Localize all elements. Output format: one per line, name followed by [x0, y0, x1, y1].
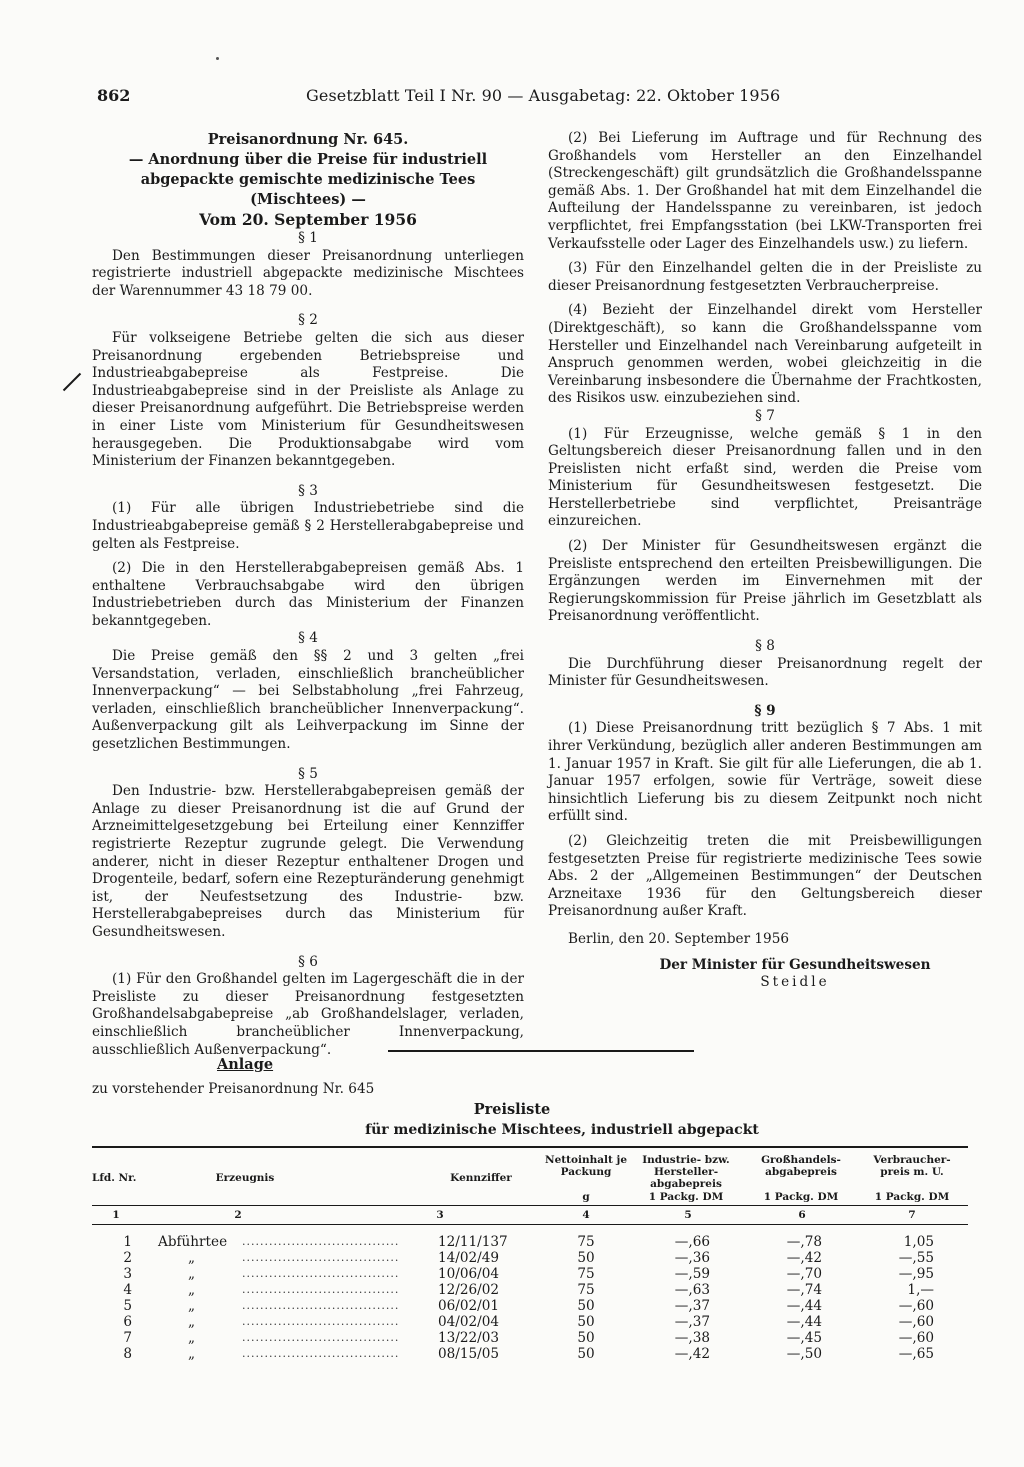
section-heading: § 1	[298, 230, 318, 246]
leader-dots: ...................................	[242, 1235, 400, 1248]
row-wholesale-price: —,50	[786, 1346, 822, 1362]
col-header-nr: Lfd. Nr.	[92, 1172, 137, 1184]
paragraph: Für volkseigene Betriebe gelten die sich aus dieser Preisanordnung ergebenden Betriebspreise und Industrieabgabepreise als Festpreise. Die Industrieabgabepreise sind in der Preisliste als Anlage zu dieser Preisanordnung aufgeführt. Die Betriebspreise werden in einer Liste vom Ministerium für Gesundheitswesen herausgegeben. Die Produktionsabgabe wird vom Ministerium der Finanzen bekanntgegeben.	[92, 329, 524, 470]
col-number: 4	[582, 1209, 590, 1221]
signer-name: Steidle	[760, 974, 830, 991]
leader-dots: ...................................	[242, 1267, 400, 1280]
col-number: 1	[112, 1209, 120, 1221]
annex-title: Anlage	[217, 1056, 274, 1073]
right-column	[548, 130, 982, 992]
row-consumer-price: —,60	[898, 1298, 934, 1314]
row-product: „	[188, 1298, 196, 1314]
row-nr: 2	[123, 1250, 132, 1266]
section-heading: § 4	[298, 630, 318, 647]
row-consumer-price: —,60	[898, 1314, 934, 1330]
row-wholesale-price: —,78	[786, 1234, 822, 1250]
table-row	[0, 1282, 1024, 1298]
row-code: 10/06/04	[438, 1266, 500, 1282]
paragraph: (2) Bei Lieferung im Auftrage und für Rechnung des Großhandels vom Hersteller an den Einzelhandel (Streckengeschäft) gilt grundsätzlich die Großhandelsspanne gemäß Abs. 1. Der Großhandel hat mit dem Einzelhandel die Aufteilung der Handelsspanne zu vereinbaren, ist jedoch verpflichtet, frei Empfangsstation (bei LKW-Transporten frei Verkaufsstelle oder Lager des Einzelhandels usw.) zu liefern.	[548, 130, 982, 252]
row-product: „	[188, 1266, 196, 1282]
row-wholesale-price: —,70	[786, 1266, 822, 1282]
row-consumer-price: —,55	[898, 1250, 934, 1266]
col-header-net: Nettoinhalt je Packung	[544, 1154, 628, 1178]
row-wholesale-price: —,74	[786, 1282, 822, 1298]
row-industry-price: —,63	[674, 1282, 710, 1298]
row-net: 75	[577, 1282, 595, 1298]
table-row	[0, 1298, 1024, 1314]
row-net: 50	[577, 1314, 595, 1330]
paragraph: (1) Diese Preisanordnung tritt bezüglich § 7 Abs. 1 mit ihrer Verkündung, bezüglich aller anderen Bestimmungen am 1. Januar 1957 in Kraft. Sie gilt für alle Lieferungen, die ab 1. Januar 1957 erfolgen, sowie für Verträge, soweit diese hinsichtlich Lieferung bis zu diesem Zeitpunkt noch nicht erfüllt sind.	[548, 720, 982, 825]
section-heading: § 3	[298, 482, 318, 499]
paragraph: Die Durchführung dieser Preisanordnung regelt der Minister für Gesundheitswesen.	[548, 655, 982, 690]
paragraph: (3) Für den Einzelhandel gelten die in der Preisliste zu dieser Preisanordnung festgesetzten Verbraucherpreise.	[548, 260, 982, 294]
pricelist-subtitle: für medizinische Mischtees, industriell abgepackt	[365, 1122, 759, 1138]
row-product: Abführtee	[158, 1234, 228, 1250]
paragraph: Den Industrie- bzw. Herstellerabgabepreisen gemäß der Anlage zu dieser Preisanordnung ist die auf Grund der Arzneimittelgesetzgebung bei Erteilung einer Kennziffer registrierte Rezeptur zugrunde gelegt. Die Verwendung anderer, nicht in dieser Rezeptur enthaltener Drogen und Drogenteile, bedarf, sofern eine Rezepturänderung genehmigt ist, der Neufestsetzung des Industrie- bzw. Herstellerabgabepreises durch das Ministerium für Gesundheitswesen.	[92, 783, 524, 940]
pricelist-title: Preisliste	[473, 1101, 551, 1118]
row-net: 75	[577, 1234, 595, 1250]
section-divider	[388, 1050, 694, 1052]
section-heading: § 6	[298, 953, 318, 970]
table-row	[0, 1266, 1024, 1282]
table-row	[0, 1250, 1024, 1266]
paragraph: (2) Der Minister für Gesundheitswesen ergänzt die Preisliste entsprechend den erteilten Preisbewilligungen. Die Ergänzungen werden im Einvernehmen mit der Regierungskommission für Preise jährlich im Gesetzblatt als Preisanordnung veröffentlicht.	[548, 538, 982, 625]
leader-dots: ...................................	[242, 1299, 400, 1312]
section-heading: § 7	[755, 407, 775, 424]
paragraph: (1) Für alle übrigen Industriebetriebe sind die Industrieabgabepreise gemäß § 2 Herstellerabgabepreise und gelten als Festpreise.	[92, 500, 524, 552]
row-consumer-price: —,60	[898, 1330, 934, 1346]
row-industry-price: —,59	[674, 1266, 710, 1282]
row-net: 50	[577, 1298, 595, 1314]
table-row	[0, 1314, 1024, 1330]
row-industry-price: —,42	[674, 1346, 710, 1362]
row-code: 12/11/137	[438, 1234, 508, 1250]
table-row	[0, 1330, 1024, 1346]
print-speck	[216, 57, 219, 60]
table-top-rule	[92, 1146, 968, 1148]
section-heading: § 5	[298, 765, 318, 782]
leader-dots: ...................................	[242, 1347, 400, 1360]
row-consumer-price: —,95	[898, 1266, 934, 1282]
table-row	[0, 1346, 1024, 1362]
row-net: 50	[577, 1330, 595, 1346]
leader-dots: ...................................	[242, 1283, 400, 1296]
row-wholesale-price: —,44	[786, 1314, 822, 1330]
col-number: 6	[798, 1209, 806, 1221]
margin-pencil-mark	[63, 373, 81, 391]
row-net: 50	[577, 1346, 595, 1362]
row-product: „	[188, 1346, 196, 1362]
header-rule	[92, 1205, 968, 1206]
row-net: 75	[577, 1266, 595, 1282]
row-net: 50	[577, 1250, 595, 1266]
ordinance-number: Preisanordnung Nr. 645.	[207, 131, 409, 148]
paragraph: Den Bestimmungen dieser Preisanordnung unterliegen registrierte industriell abgepackte medizinische Mischtees der Warennummer 43 18 79 00.	[92, 247, 524, 299]
page-header	[0, 86, 1024, 110]
col-header-consumer-unit: 1 Packg. DM	[874, 1191, 950, 1203]
row-product: „	[188, 1250, 196, 1266]
row-industry-price: —,38	[674, 1330, 710, 1346]
col-header-code: Kennziffer	[450, 1172, 512, 1184]
gazette-title: Gesetzblatt Teil I Nr. 90 — Ausgabetag: 22. Oktober 1956	[306, 86, 781, 105]
row-wholesale-price: —,45	[786, 1330, 822, 1346]
paragraph: Die Preise gemäß den §§ 2 und 3 gelten „frei Versandstation, verladen, einschließlich brancheüblicher Innenverpackung“ — bei Selbstabholung „frei Fahrzeug, verladen, einschließlich brancheüblicher Innenverpackung“. Außenverpackung gilt als Leihverpackung im Sinne der gesetzlichen Bestimmungen.	[92, 648, 524, 753]
row-nr: 1	[123, 1234, 132, 1250]
row-wholesale-price: —,44	[786, 1298, 822, 1314]
row-consumer-price: 1,—	[907, 1282, 934, 1298]
row-code: 08/15/05	[438, 1346, 500, 1362]
leader-dots: ...................................	[242, 1251, 400, 1264]
row-nr: 3	[123, 1266, 132, 1282]
row-product: „	[188, 1282, 196, 1298]
leader-dots: ...................................	[242, 1315, 400, 1328]
colnum-rule	[92, 1224, 968, 1225]
col-header-wholesale-price: Großhandels-abgabepreis	[761, 1154, 841, 1178]
row-code: 04/02/04	[438, 1314, 500, 1330]
ordinance-subject: — Anordnung über die Preise für industriell abgepackte gemischte medizinische Tees (Mischtees) —	[128, 151, 488, 208]
row-industry-price: —,36	[674, 1250, 710, 1266]
col-header-industry-price: Industrie- bzw. Hersteller-abgabepreis	[642, 1154, 730, 1190]
section-heading: § 9	[754, 702, 776, 719]
row-code: 12/26/02	[438, 1282, 500, 1298]
row-nr: 8	[123, 1346, 132, 1362]
row-industry-price: —,37	[674, 1298, 710, 1314]
col-header-product: Erzeugnis	[215, 1172, 275, 1184]
row-consumer-price: 1,05	[903, 1234, 934, 1250]
col-header-net-unit: g	[582, 1191, 590, 1203]
col-header-industry-unit: 1 Packg. DM	[648, 1191, 724, 1203]
paragraph: (2) Die in den Herstellerabgabepreisen gemäß Abs. 1 enthaltene Verbrauchsabgabe wird den übrigen Industriebetrieben durch das Ministerium der Finanzen bekanntgegeben.	[92, 560, 524, 629]
row-code: 14/02/49	[438, 1250, 500, 1266]
row-nr: 5	[123, 1298, 132, 1314]
col-number: 7	[908, 1209, 916, 1221]
paragraph: (1) Für Erzeugnisse, welche gemäß § 1 in den Geltungsbereich dieser Preisanordnung fallen und in den Preislisten nicht erfaßt sind, werden die Preise vom Ministerium für Gesundheitswesen festgesetzt. Die Herstellerbetriebe sind verpflichtet, Preisanträge einzureichen.	[548, 425, 982, 530]
table-row	[0, 1234, 1024, 1250]
annex-subtitle: zu vorstehender Preisanordnung Nr. 645	[92, 1081, 375, 1097]
paragraph: (1) Für den Großhandel gelten im Lagergeschäft die in der Preisliste zu dieser Preisanordnung festgesetzten Großhandelsabgabepreise „ab Großhandelslager, verladen, einschließlich brancheüblicher Innenverpackung, ausschließlich Außenverpackung“.	[92, 971, 524, 1058]
row-consumer-price: —,65	[898, 1346, 934, 1362]
col-header-consumer-price: Verbraucher-preis m. U.	[873, 1154, 951, 1178]
row-code: 06/02/01	[438, 1298, 500, 1314]
row-nr: 4	[123, 1282, 132, 1298]
page-number: 862	[97, 86, 131, 105]
section-heading: § 8	[755, 638, 775, 655]
col-number: 5	[684, 1209, 692, 1221]
paragraph: (4) Bezieht der Einzelhandel direkt vom Hersteller (Direktgeschäft), so kann die Großhandelsspanne vom Hersteller und Einzelhandel nach Vereinbarung aufgeteilt in Anspruch genommen werden, wobei gleichzeitig in die Vereinbarung insbesondere die Übernahme der Frachtkosten, des Risikos usw. einzubeziehen sind.	[548, 302, 982, 407]
row-wholesale-price: —,42	[786, 1250, 822, 1266]
paragraph: (2) Gleichzeitig treten die mit Preisbewilligungen festgesetzten Preise für registrierte medizinische Tees sowie Abs. 2 der „Allgemeinen Bestimmungen“ der Deutschen Arzneitaxe 1936 für den Geltungsbereich dieser Preisanordnung außer Kraft.	[548, 832, 982, 920]
col-number: 3	[436, 1209, 444, 1221]
row-code: 13/22/03	[438, 1330, 500, 1346]
minister-title: Der Minister für Gesundheitswesen	[659, 956, 931, 973]
section-heading: § 2	[298, 312, 318, 329]
signing-date: Berlin, den 20. September 1956	[568, 930, 790, 947]
left-column	[92, 130, 524, 1059]
row-product: „	[188, 1330, 196, 1346]
row-product: „	[188, 1314, 196, 1330]
col-number: 2	[234, 1209, 242, 1221]
leader-dots: ...................................	[242, 1331, 400, 1344]
ordinance-date: Vom 20. September 1956	[199, 210, 417, 229]
row-industry-price: —,37	[674, 1314, 710, 1330]
col-header-wholesale-unit: 1 Packg. DM	[763, 1191, 839, 1203]
row-industry-price: —,66	[674, 1234, 710, 1250]
row-nr: 7	[123, 1330, 132, 1346]
row-nr: 6	[123, 1314, 132, 1330]
